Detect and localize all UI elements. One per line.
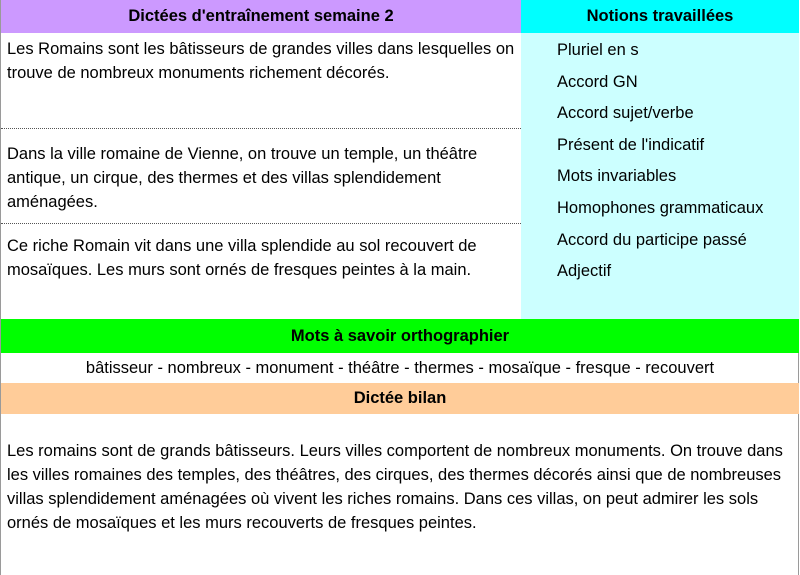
notions-header: Notions travaillées xyxy=(521,0,799,33)
notions-list xyxy=(521,33,799,291)
words-header: Mots à savoir orthographier xyxy=(1,319,799,353)
training-column xyxy=(1,0,521,319)
training-dictee-1: Les Romains sont les bâtisseurs de grandes villes dans lesquelles on trouve de nombreux monuments richement décorés. xyxy=(1,33,521,129)
training-dictee-2: Dans la ville romaine de Vienne, on trouve un temple, un théâtre antique, un cirque, des thermes et des villas splendidement aménagées. xyxy=(1,129,521,224)
bilan-header: Dictée bilan xyxy=(1,383,799,414)
notion-item: Accord GN xyxy=(557,72,638,91)
notion-item: Mots invariables xyxy=(557,167,677,186)
words-list: bâtisseur - nombreux - monument - théâtre - thermes - mosaïque - fresque - recouvert xyxy=(85,359,715,377)
notion-item: Présent de l'indicatif xyxy=(557,135,705,154)
bilan-text: Les romains sont de grands bâtisseurs. Leurs villes comportent de nombreux monuments. On trouve dans les villes romaines des temples, des théâtres, des cirques, des thermes décorés ainsi que de nombreuses villas splendidement aménagées où vivent les riches romains. Dans ces villas, on peut admirer les sols ornés de mosaïques et les murs recouverts de fresques peintes. xyxy=(7,442,783,532)
notion-item: Adjectif xyxy=(557,262,612,281)
top-section xyxy=(1,0,799,319)
training-header: Dictées d'entraînement semaine 2 xyxy=(1,0,521,33)
notion-item: Accord sujet/verbe xyxy=(557,104,694,123)
training-dictee-3: Ce riche Romain vit dans une villa splendide au sol recouvert de mosaïques. Les murs sont ornés de fresques peintes à la main. xyxy=(7,237,477,279)
notions-column xyxy=(521,0,799,319)
notion-item: Accord du participe passé xyxy=(557,230,747,249)
notion-item: Homophones grammaticaux xyxy=(557,198,764,217)
notion-item: Pluriel en s xyxy=(557,41,639,59)
